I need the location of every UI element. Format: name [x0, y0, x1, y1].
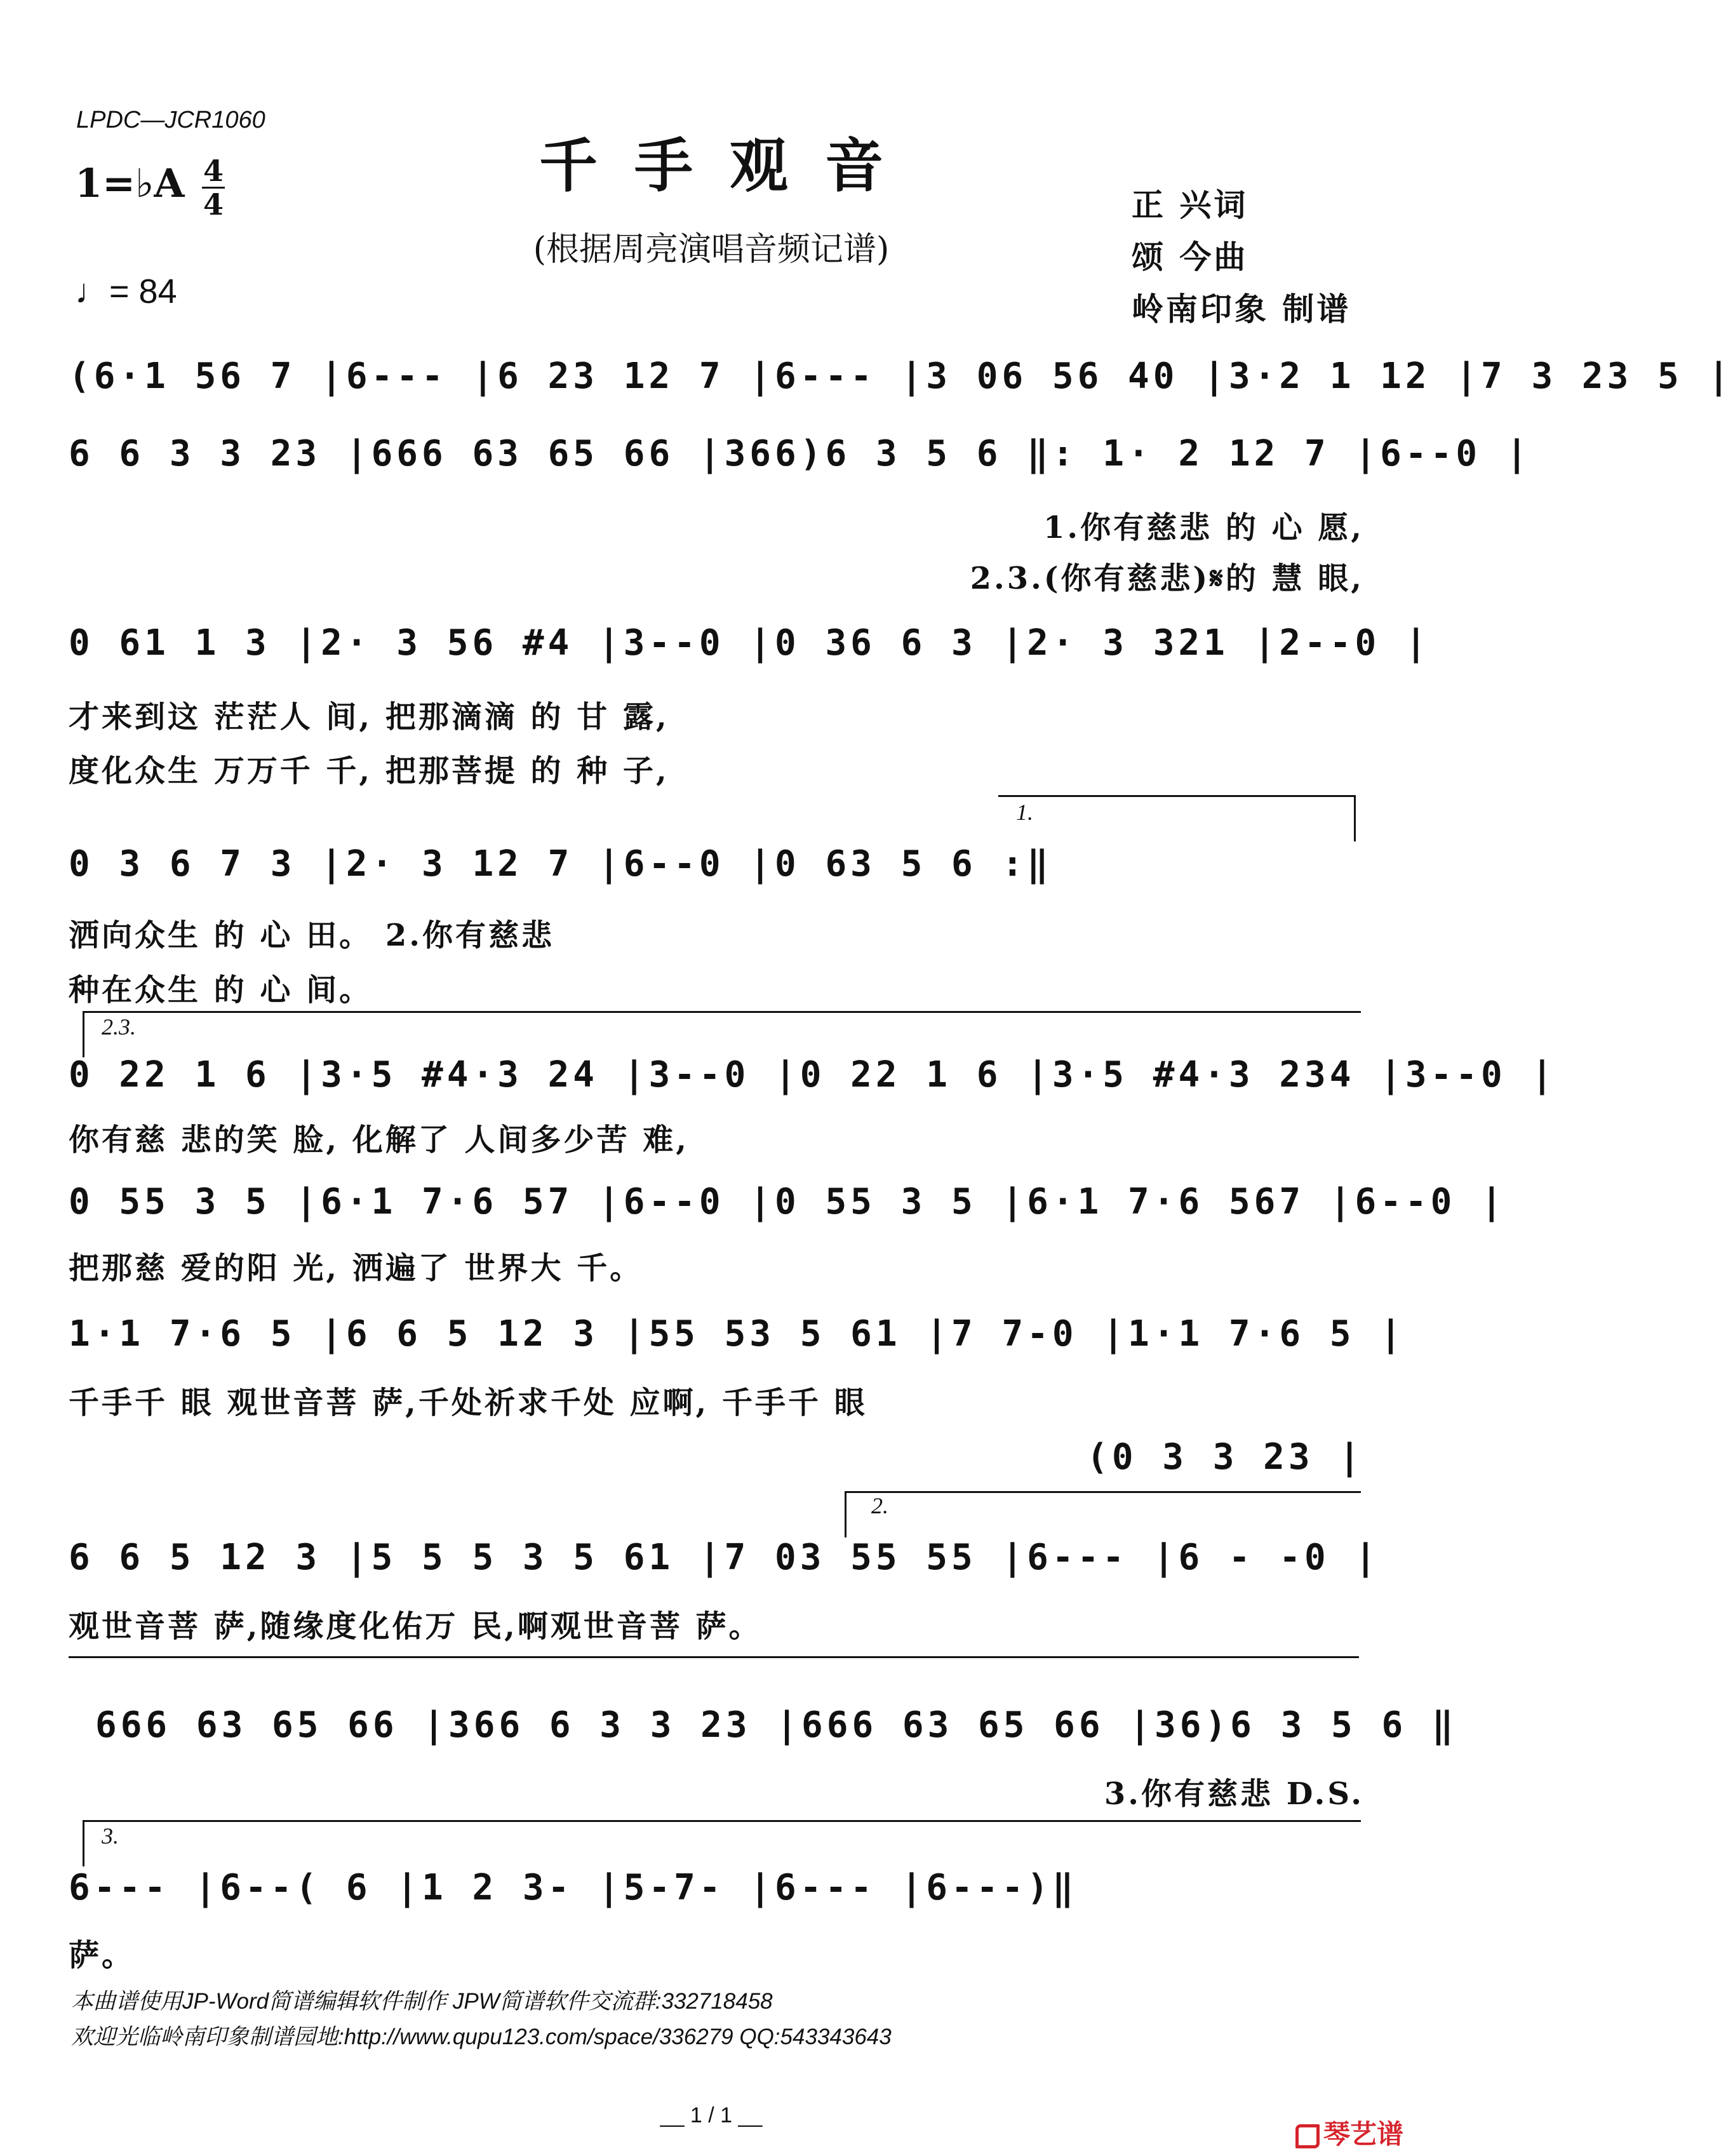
notation-row-4: 0 3 6 7 3 |2· 3 12 7 |6--0 |0 63 5 6 :‖: [69, 843, 1052, 885]
lyric-row-11: 3.你有慈悲 D.S.: [1104, 1776, 1364, 1812]
lyric-row-1: 1.你有慈悲 的 心 愿,: [1043, 510, 1364, 546]
footer-software-line: 本曲谱使用JP-Word简谱编辑软件制作 JPW简谱软件交流群:332718458: [71, 1989, 773, 2014]
notation-row-8: (0 3 3 23 |: [1087, 1436, 1364, 1478]
tempo-mark: ♩= 84: [75, 272, 177, 311]
notation-row-10: 666 63 65 66 |366 6 3 3 23 |666 63 65 66 |36)6 3 5 6 ‖: [95, 1704, 1457, 1746]
notation-row-9: 6 6 5 12 3 |5 5 5 3 5 61 |7 03 55 55 |6--- |6 - -0 |: [69, 1537, 1381, 1578]
footer-website-line: 欢迎光临岭南印象制谱园地:http://www.qupu123.com/space/336279 QQ:543343643: [71, 2025, 892, 2049]
lyric-row-10: 观世音菩 萨,随缘度化佑万 民,啊观世音菩 萨。: [69, 1609, 762, 1644]
credit-lyricist: 正 兴词: [1132, 186, 1248, 224]
lyric-row-9: 千手千 眼 观世音菩 萨,千处祈求千处 应啊, 千手千 眼: [69, 1385, 867, 1421]
brand-logo: [1295, 2113, 1403, 2152]
lyric-row-2: 2.3.(你有慈悲)𝄋的 慧 眼,: [970, 561, 1364, 596]
time-signature: [202, 154, 225, 222]
lyric-row-8: 把那慈 爱的阳 光, 洒遍了 世界大 千。: [69, 1250, 643, 1286]
subtitle: (根据周亮演唱音频记谱): [533, 231, 890, 269]
volta-1-label: 1.: [1016, 800, 1033, 825]
lyric-row-3: 才来到这 茫茫人 间, 把那滴滴 的 甘 露,: [69, 699, 669, 735]
page-number: __ 1 / 1 __: [660, 2103, 763, 2127]
credit-composer: 颂 今曲: [1132, 238, 1248, 276]
lyric-row-4: 度化众生 万万千 千, 把那菩提 的 种 子,: [69, 753, 669, 789]
key-signature: 1=♭A: [75, 160, 185, 206]
lyric-row-7: 你有慈 悲的笑 脸, 化解了 人间多少苦 难,: [69, 1122, 689, 1158]
lyric-row-5: 洒向众生 的 心 田。 2.你有慈悲: [69, 918, 554, 953]
notation-row-2: 6 6 3 3 23 |666 63 65 66 |366)6 3 5 6 ‖: 1· 2 12 7 |6--0 |: [69, 433, 1532, 474]
score-code: LPDC—JCR1060: [76, 107, 265, 133]
credit-arranger: 岭南印象 制谱: [1132, 290, 1351, 328]
volta-2-label: 2.: [871, 1493, 888, 1518]
page-title: 千手观音: [539, 131, 920, 200]
section-divider: [69, 1656, 1359, 1658]
volta-2-bracket: [845, 1491, 1361, 1537]
lyric-row-6: 种在众生 的 心 间。: [69, 972, 373, 1008]
volta-23-bracket: [83, 1011, 1361, 1057]
credits: [1132, 179, 1351, 335]
volta-3-label: 3.: [102, 1823, 119, 1849]
logo-text: 琴艺谱: [1323, 2119, 1404, 2150]
notation-row-1: (6·1 56 7 |6--- |6 23 12 7 |6--- |3 06 56 40 |3·2 1 12 |7 3 23 5 |: [69, 356, 1733, 397]
logo-icon: [1295, 2124, 1320, 2148]
volta-1-bracket: [998, 795, 1356, 841]
lyric-row-12: 萨。: [69, 1938, 135, 1973]
time-top: 4: [203, 154, 224, 188]
notation-row-11: 6--- |6--( 6 |1 2 3- |5-7- |6--- |6---)‖: [69, 1867, 1078, 1908]
notation-row-7: 1·1 7·6 5 |6 6 5 12 3 |55 53 5 61 |7 7-0 |1·1 7·6 5 |: [69, 1313, 1405, 1355]
time-bottom: 4: [203, 187, 224, 222]
notation-row-6: 0 55 3 5 |6·1 7·6 57 |6--0 |0 55 3 5 |6·1 7·6 567 |6--0 |: [69, 1181, 1506, 1222]
notation-row-5: 0 22 1 6 |3·5 #4·3 24 |3--0 |0 22 1 6 |3·5 #4·3 234 |3--0 |: [69, 1054, 1557, 1095]
notation-row-3: 0 61 1 3 |2· 3 56 #4 |3--0 |0 36 6 3 |2· 3 321 |2--0 |: [69, 622, 1431, 664]
volta-3-bracket: [83, 1820, 1361, 1866]
volta-23-label: 2.3.: [102, 1014, 136, 1040]
